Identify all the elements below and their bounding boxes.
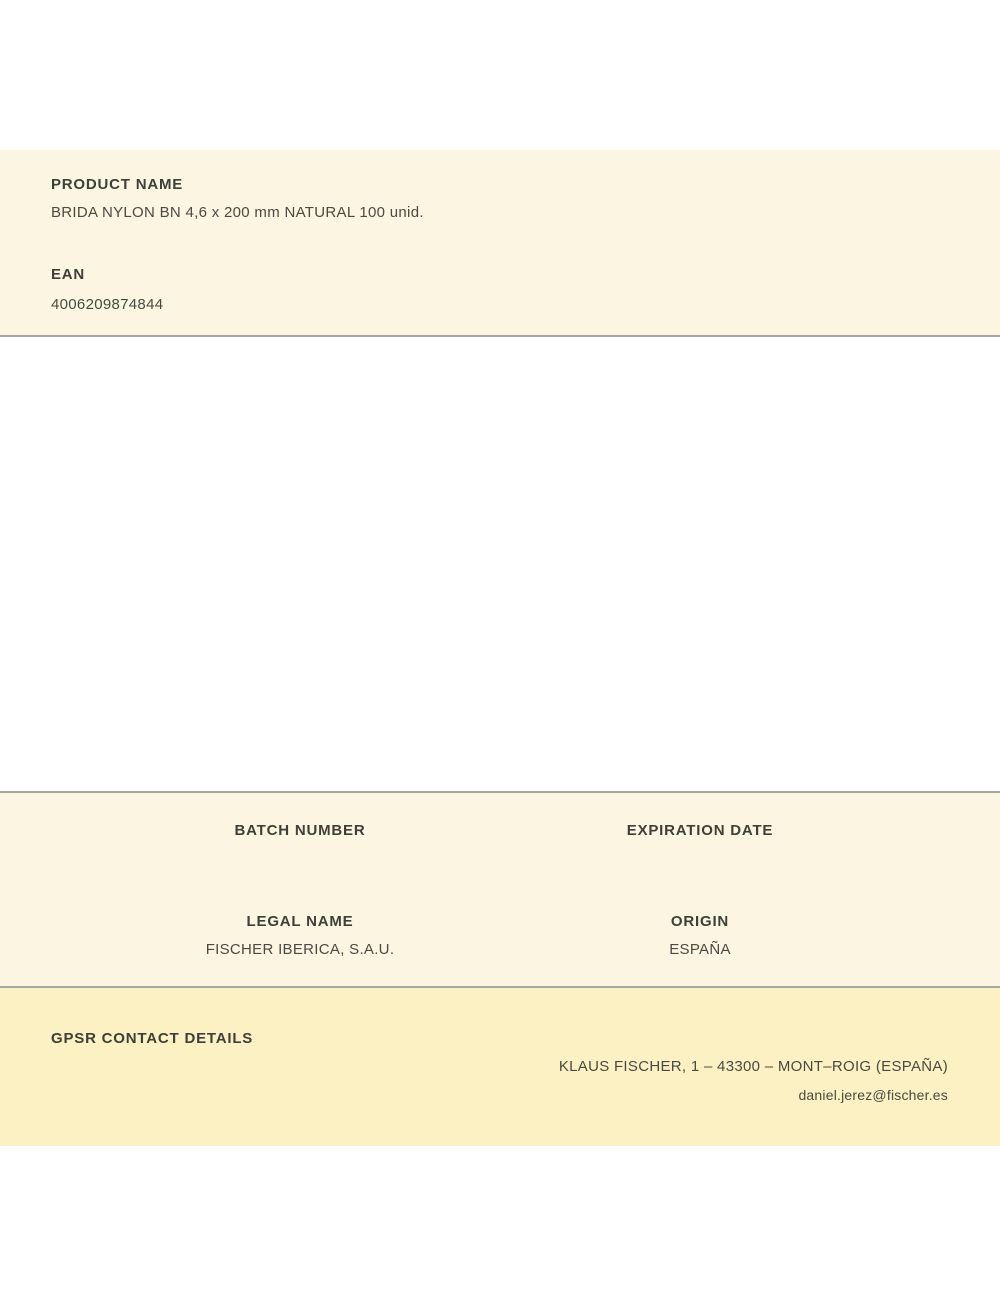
ean-label: EAN [51,266,86,283]
legal-name-value: FISCHER IBERICA, S.A.U. [205,941,395,958]
ean-field [51,266,949,314]
batch-number-label: BATCH NUMBER [234,822,366,839]
batch-number-field [100,822,500,868]
legal-name-label: LEGAL NAME [246,913,354,930]
expiration-date-label: EXPIRATION DATE [626,822,774,839]
gpsr-contact-section [0,986,1000,1146]
ean-value: 4006209874844 [51,296,164,313]
product-name-field [51,176,949,222]
product-name-label: PRODUCT NAME [51,176,184,193]
product-section [0,150,1000,337]
batch-grid [100,822,900,959]
origin-field [500,913,900,959]
batch-expiration-section [0,791,1000,986]
gpsr-email: daniel.jerez@fischer.es [798,1087,948,1103]
middle-blank-area [0,337,1000,791]
origin-value: ESPAÑA [669,941,731,958]
top-margin [0,0,1000,150]
legal-name-field [100,913,500,959]
expiration-date-value [500,850,900,868]
expiration-date-field [500,822,900,868]
batch-number-value [100,850,500,868]
gpsr-title: GPSR CONTACT DETAILS [51,1030,254,1047]
product-name-value: BRIDA NYLON BN 4,6 x 200 mm NATURAL 100 unid. [51,204,424,221]
origin-label: ORIGIN [670,913,730,930]
gpsr-address: KLAUS FISCHER, 1 – 43300 – MONT–ROIG (ESPAÑA) [558,1058,948,1075]
